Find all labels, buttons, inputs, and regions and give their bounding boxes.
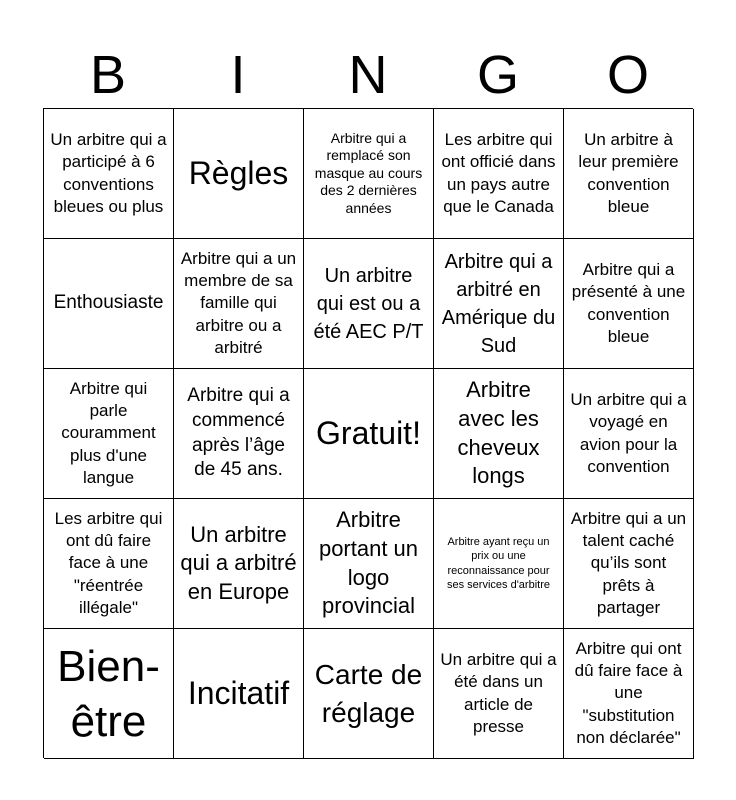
header-letter-b: B	[89, 45, 127, 105]
bingo-cell-r5c1[interactable]: Bien-être	[44, 629, 174, 759]
bingo-cell-r4c5[interactable]: Arbitre qui a un talent caché qu’ils sont prêts à partager	[564, 499, 694, 629]
bingo-cell-r4c4[interactable]: Arbitre ayant reçu un prix ou une reconnaissance pour ses services d'arbitre	[434, 499, 564, 629]
header-letter-o: O	[606, 45, 649, 105]
bingo-cell-r5c2[interactable]: Incitatif	[174, 629, 304, 759]
bingo-cell-r1c2[interactable]: Règles	[174, 109, 304, 239]
bingo-cell-r2c4[interactable]: Arbitre qui a arbitré en Amérique du Sud	[434, 239, 564, 369]
bingo-cell-r2c3[interactable]: Un arbitre qui est ou a été AEC P/T	[304, 239, 434, 369]
bingo-cell-r3c4[interactable]: Arbitre avec les cheveux longs	[434, 369, 564, 499]
bingo-header	[43, 44, 693, 106]
bingo-cell-r5c4[interactable]: Un arbitre qui a été dans un article de presse	[434, 629, 564, 759]
bingo-cell-r5c3[interactable]: Carte de réglage	[304, 629, 434, 759]
bingo-cell-r3c2[interactable]: Arbitre qui a commencé après l’âge de 45 ans.	[174, 369, 304, 499]
bingo-cell-r2c1[interactable]: Enthousiaste	[44, 239, 174, 369]
header-letter-i: I	[230, 45, 246, 105]
bingo-cell-r1c5[interactable]: Un arbitre à leur première convention bleue	[564, 109, 694, 239]
header-letter-g: G	[476, 45, 519, 105]
bingo-cell-r4c1[interactable]: Les arbitre qui ont dû faire face à une "réentrée illégale"	[44, 499, 174, 629]
header-letter-n: N	[348, 45, 388, 105]
bingo-cell-r4c3[interactable]: Arbitre portant un logo provincial	[304, 499, 434, 629]
bingo-cell-r3c5[interactable]: Un arbitre qui a voyagé en avion pour la convention	[564, 369, 694, 499]
bingo-cell-r2c2[interactable]: Arbitre qui a un membre de sa famille qui arbitre ou a arbitré	[174, 239, 304, 369]
bingo-cell-r4c2[interactable]: Un arbitre qui a arbitré en Europe	[174, 499, 304, 629]
bingo-grid	[43, 108, 693, 758]
bingo-cell-r5c5[interactable]: Arbitre qui ont dû faire face à une "substitution non déclarée"	[564, 629, 694, 759]
bingo-cell-r2c5[interactable]: Arbitre qui a présenté à une convention bleue	[564, 239, 694, 369]
bingo-cell-r3c3[interactable]: Gratuit!	[304, 369, 434, 499]
bingo-cell-r1c1[interactable]: Un arbitre qui a participé à 6 conventions bleues ou plus	[44, 109, 174, 239]
bingo-cell-r3c1[interactable]: Arbitre qui parle couramment plus d'une langue	[44, 369, 174, 499]
bingo-cell-r1c4[interactable]: Les arbitre qui ont officié dans un pays autre que le Canada	[434, 109, 564, 239]
bingo-cell-r1c3[interactable]: Arbitre qui a remplacé son masque au cours des 2 dernières années	[304, 109, 434, 239]
